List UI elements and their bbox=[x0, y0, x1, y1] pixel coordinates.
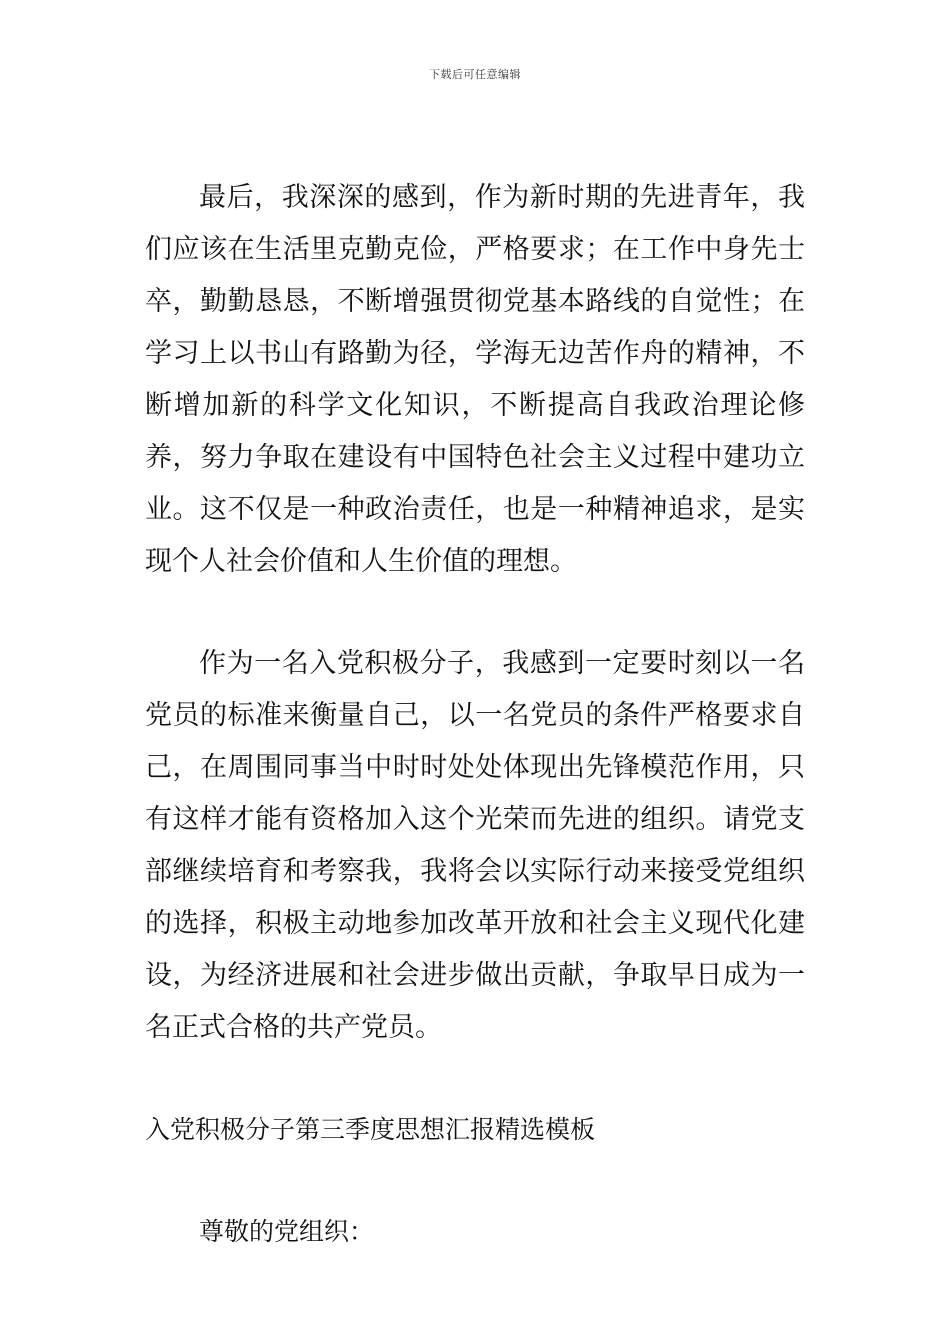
body-paragraph: 作为一名入党积极分子，我感到一定要时刻以一名党员的标准来衡量自己，以一名党员的条件严格要求自己，在周围同事当中时时处处体现出先锋模范作用，只有这样才能有资格加入这个光荣而先进的组织。请党支部继续培育和考察我，我将会以实际行动来接受党组织的选择，积极主动地参加改革开放和社会主义现代化建设，为经济进展和社会进步做出贡献，争取早日成为一名正式合格的共产党员。 bbox=[145, 648, 805, 1043]
page-header: 下载后可任意编辑 bbox=[429, 68, 521, 81]
salutation: 尊敬的党组织： bbox=[199, 1217, 375, 1246]
body-paragraph: 最后，我深深的感到，作为新时期的先进青年，我们应该在生活里克勤克俭，严格要求；在工作中身先士卒，勤勤恳恳，不断增强贯彻党基本路线的自觉性；在学习上以书山有路勤为径，学海无边苦作舟的精神，不断增加新的科学文化知识，不断提高自我政治理论修养，努力争取在建设有中国特色社会主义过程中建功立业。这不仅是一种政治责任，也是一种精神追求，是实现个人社会价值和人生价值的理想。 bbox=[145, 182, 805, 577]
paragraph-spacer bbox=[145, 588, 805, 638]
paragraph-spacer bbox=[145, 1054, 805, 1104]
paragraph-spacer bbox=[145, 1156, 805, 1206]
document-body bbox=[145, 172, 805, 1258]
document-title: 入党积极分子第三季度思想汇报精选模板 bbox=[145, 1115, 596, 1144]
